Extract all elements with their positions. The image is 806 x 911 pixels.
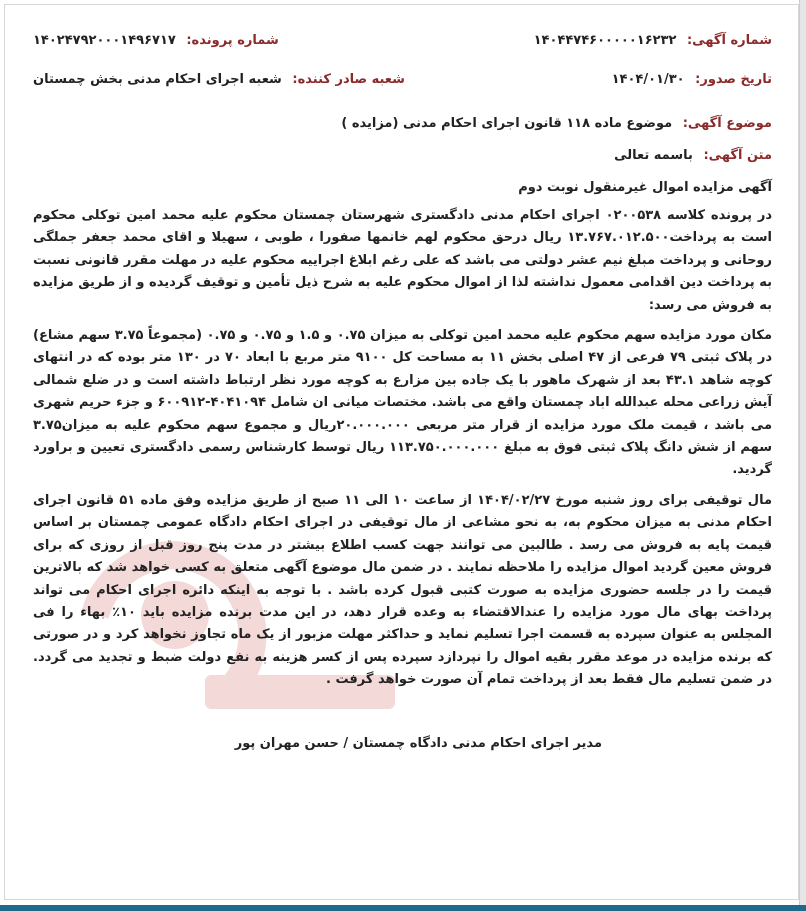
signature: مدیر اجرای احکام مدنی دادگاه چمستان / حسن مهران پور [234, 735, 602, 751]
subject-label: موضوع آگهی: [682, 116, 772, 131]
issue-date-value: ۱۴۰۴/۰۱/۳۰ [611, 72, 685, 87]
notice-heading: آگهی مزایده اموال غیرمنقول نوبت دوم [518, 180, 772, 195]
ad-number-label: شماره آگهی: [686, 33, 772, 48]
vertical-scrollbar[interactable] [799, 0, 806, 905]
paragraph-property: مکان مورد مزایده سهم محکوم علیه محمد امین توکلی به میزان ۰.۷۵ و ۱.۵ و ۰.۷۵ و ۰.۷۵ (مجموعاً ۳.۷۵ سهم مشاع) در پلاک ثبتی ۷۹ فرعی از ۴۷ اصلی بخش ۱۱ به مساحت کل ۹۱۰۰ متر مربع با ابعاد ۷۰ در ۱۳۰ متر بوده که در انتهای کوچه شاهد ۴۳.۱ بعد از شهرک ماهور با یک جاده بین مزارع به کوچه مورد نظر ارتباط داشته است و در ضلع شمالی آیش زراعی محله عبدالله اباد چمستان واقع می باشد. مختصات میانی ان شامل ۴۰۴۱۰۹۴-۶۰۰۹۱۲ و جزء حریم شهری می باشد ، قیمت ملک مورد مزایده از قرار متر مربعی ۲۰.۰۰۰.۰۰۰ریال و مجموع سهم محکوم علیه به میزان۳.۷۵ سهم از شش دانگ پلاک ثبتی فوق به مبلغ ۱۱۳.۷۵۰.۰۰۰.۰۰۰ ریال توسط کارشناس رسمی دادگستری تعیین و براورد گردید. [33, 328, 773, 478]
case-number-value: ۱۴۰۲۴۷۹۲۰۰۰۱۴۹۶۷۱۷ [33, 33, 176, 48]
ad-number-value: ۱۴۰۴۴۷۴۶۰۰۰۰۰۱۶۲۳۲ [533, 33, 677, 48]
issue-date [552, 72, 772, 87]
subject [33, 116, 772, 131]
issue-date-label: تاریخ صدور: [695, 72, 772, 87]
text-intro: باسمه تعالی [614, 148, 693, 163]
notice-page [4, 4, 799, 900]
notice-content [33, 33, 772, 751]
text-header [33, 148, 772, 163]
paragraph-auction-terms: مال توقیفی برای روز شنبه مورخ ۱۴۰۴/۰۲/۲۷ از ساعت ۱۰ الی ۱۱ صبح از طریق مزایده وفق ماده ۵۱ قانون اجرای احکام مدنی به میزان محکوم به، به نحو مشاعی از مال توقیفی در اجرای احکام دادگاه عمومی چمستان بر اساس قیمت پایه به فروش می رسد . طالبین می توانند جهت کسب اطلاع بیشتر در مدت پنج روز قبل از روزی که برای فروش معین گردید اموال مزایده را ملاحظه نمایند . در ضمن مال موضوع آگهی متعلق به کسی خواهد شد که بالاترین قیمت را در جلسه حضوری مزایده به صورت کتبی قبول کرده باشد . با توجه به اینکه دائره اجرای احکام می تواند پرداخت بهای مال مورد مزایده را عندالاقتضاء به وعده قرار دهد، در این مدت برنده مزایده باید ۱۰٪ بهاء را فی المجلس به عنوان سپرده به قسمت اجرا تسلیم نماید و حداکثر مهلت مزبور از یک ماه تجاوز نخواهد کرد و در صورتی که برنده مزایده در موعد مقرر بقیه اموال را نپردازد سپرده پس از کسر هزینه به نفع دولت ضبط و تجدید می گردد. در ضمن تسلیم مال فقط بعد از پرداخت تمام آن صورت خواهد گرفت . [33, 492, 772, 688]
text-label: متن آگهی: [703, 148, 772, 163]
issuer-value: شعبه اجرای احکام مدنی بخش چمستان [33, 72, 282, 87]
case-number [33, 33, 279, 48]
paragraph-case: در پرونده کلاسه ۰۲۰۰۵۳۸ اجرای احکام مدنی دادگستری شهرستان چمستان محکوم علیه محمد امین توکلی محکوم است به پرداخت۱۳.۷۶۷.۰۱۲.۵۰۰ ریال درحق محکوم لهم خانمها صفورا ، طوبی ، سهیلا و اقای محمد جعفر جملگی روحانی و پرداخت مبلغ نیم عشر دولتی می باشد که علی رغم ابلاغ اجراییه محکوم علیه در مهلت مقرر قانونی نسبت به پرداخت دین اقدامی معمول نداشته لذا از اموال محکوم علیه به شرح ذیل تأمین و توقیف گردیده و از طریق مزایده به فروش می رسد: [33, 208, 772, 313]
subject-value: موضوع ماده ۱۱۸ قانون اجرای احکام مدنی (مزایده ) [341, 116, 673, 131]
ad-number [533, 33, 772, 48]
issuer-label: شعبه صادر کننده: [292, 72, 405, 87]
issuer [33, 72, 405, 87]
horizontal-scrollbar[interactable] [0, 905, 806, 911]
case-number-label: شماره پرونده: [186, 33, 279, 48]
